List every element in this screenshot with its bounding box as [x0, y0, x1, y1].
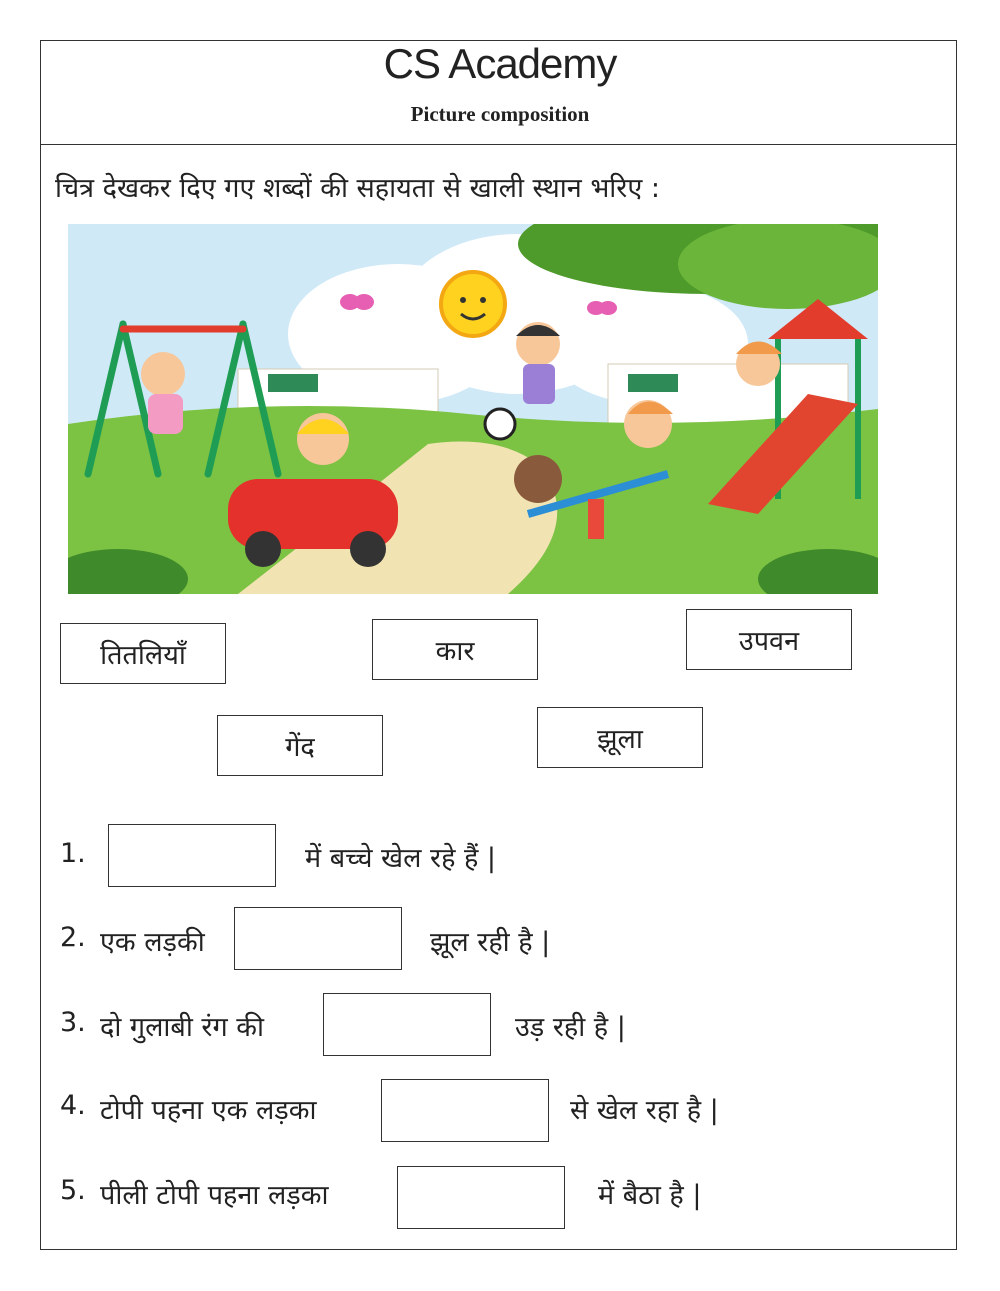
word-option-2[interactable]: कार	[372, 619, 538, 680]
answer-box-1[interactable]	[108, 824, 276, 887]
word-option-5[interactable]: झूला	[537, 707, 703, 768]
question-1-number: 1.	[60, 838, 86, 869]
question-3-text-after: उड़ रही है |	[515, 1012, 626, 1043]
question-5-text-before: पीली टोपी पहना लड़का	[100, 1180, 329, 1211]
answer-box-5[interactable]	[397, 1166, 565, 1229]
question-1-text-after: में बच्चे खेल रहे हैं |	[305, 843, 497, 874]
question-4-text-after: से खेल रहा है |	[570, 1095, 719, 1126]
answer-box-3[interactable]	[323, 993, 491, 1056]
playground-illustration	[68, 224, 878, 594]
worksheet-subtitle: Picture composition	[410, 102, 590, 126]
question-5-text-after: में बैठा है |	[598, 1180, 702, 1211]
answer-box-4[interactable]	[381, 1079, 549, 1142]
question-5-number: 5.	[60, 1175, 86, 1206]
question-4-text-before: टोपी पहना एक लड़का	[100, 1095, 317, 1126]
instruction-text: चित्र देखकर दिए गए शब्दों की सहायता से खाली स्थान भरिए :	[55, 173, 660, 204]
question-2-number: 2.	[60, 922, 86, 953]
word-option-1[interactable]: तितलियाँ	[60, 623, 226, 684]
question-3-number: 3.	[60, 1007, 86, 1038]
word-option-4[interactable]: गेंद	[217, 715, 383, 776]
question-4-number: 4.	[60, 1090, 86, 1121]
question-2-text-after: झूल रही है |	[430, 927, 551, 958]
brand-logo-text: CS Academy	[383, 40, 617, 87]
question-2-text-before: एक लड़की	[100, 927, 205, 958]
answer-box-2[interactable]	[234, 907, 402, 970]
question-3-text-before: दो गुलाबी रंग की	[100, 1012, 264, 1043]
header-divider	[40, 144, 957, 145]
word-option-3[interactable]: उपवन	[686, 609, 852, 670]
